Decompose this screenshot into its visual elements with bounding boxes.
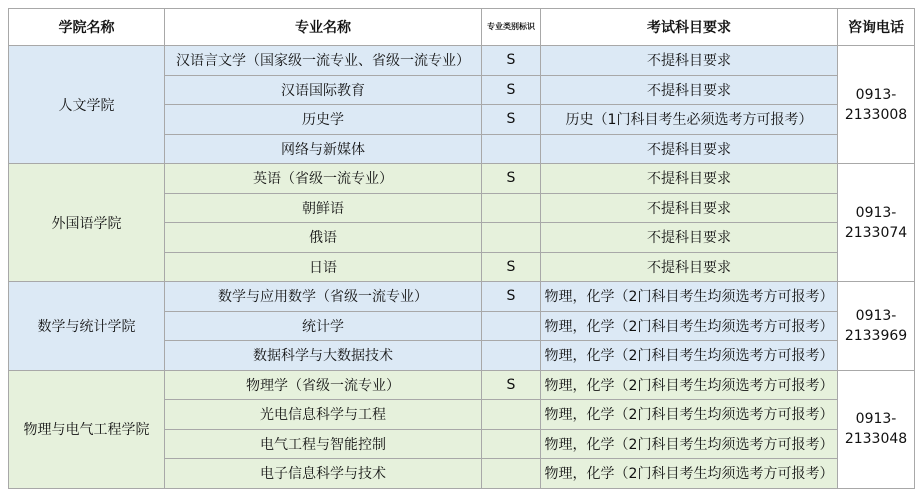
header-category: 专业类别标识: [482, 9, 541, 46]
category-cell: S: [482, 75, 541, 105]
exam-requirement-cell: 不提科目要求: [541, 134, 838, 164]
major-name-cell: 数学与应用数学（省级一流专业）: [165, 282, 482, 312]
major-name-cell: 朝鲜语: [165, 193, 482, 223]
header-row: [9, 9, 915, 46]
major-name-cell: 俄语: [165, 223, 482, 253]
major-name-cell: 英语（省级一流专业）: [165, 164, 482, 194]
exam-requirement-cell: 物理，化学（2门科目考生均须选考方可报考）: [541, 282, 838, 312]
exam-requirement-cell: 不提科目要求: [541, 75, 838, 105]
admission-table-container: [8, 8, 915, 489]
category-cell: [482, 311, 541, 341]
exam-requirement-cell: 物理，化学（2门科目考生均须选考方可报考）: [541, 311, 838, 341]
college-name-cell: 外国语学院: [9, 164, 165, 282]
exam-requirement-cell: 物理，化学（2门科目考生均须选考方可报考）: [541, 370, 838, 400]
exam-requirement-cell: 不提科目要求: [541, 223, 838, 253]
category-cell: S: [482, 164, 541, 194]
header-college: 学院名称: [9, 9, 165, 46]
major-name-cell: 统计学: [165, 311, 482, 341]
major-name-cell: 数据科学与大数据技术: [165, 341, 482, 371]
category-cell: [482, 429, 541, 459]
major-name-cell: 汉语国际教育: [165, 75, 482, 105]
category-cell: [482, 193, 541, 223]
exam-requirement-cell: 物理，化学（2门科目考生均须选考方可报考）: [541, 400, 838, 430]
category-cell: S: [482, 252, 541, 282]
exam-requirement-cell: 物理，化学（2门科目考生均须选考方可报考）: [541, 459, 838, 489]
table-row: [9, 282, 915, 312]
exam-requirement-cell: 不提科目要求: [541, 46, 838, 76]
phone-cell: 0913-2133074: [838, 164, 915, 282]
table-row: [9, 164, 915, 194]
category-cell: S: [482, 46, 541, 76]
category-cell: [482, 459, 541, 489]
major-name-cell: 物理学（省级一流专业）: [165, 370, 482, 400]
category-cell: S: [482, 282, 541, 312]
major-name-cell: 电子信息科学与技术: [165, 459, 482, 489]
exam-requirement-cell: 物理，化学（2门科目考生均须选考方可报考）: [541, 429, 838, 459]
category-cell: [482, 134, 541, 164]
major-name-cell: 网络与新媒体: [165, 134, 482, 164]
table-row: [9, 370, 915, 400]
table-body: [9, 46, 915, 489]
category-cell: S: [482, 370, 541, 400]
college-name-cell: 数学与统计学院: [9, 282, 165, 371]
category-cell: [482, 341, 541, 371]
college-name-cell: 人文学院: [9, 46, 165, 164]
college-name-cell: 物理与电气工程学院: [9, 370, 165, 488]
header-major: 专业名称: [165, 9, 482, 46]
major-name-cell: 汉语言文学（国家级一流专业、省级一流专业）: [165, 46, 482, 76]
admission-table: [8, 8, 915, 489]
category-cell: S: [482, 105, 541, 135]
exam-requirement-cell: 不提科目要求: [541, 164, 838, 194]
exam-requirement-cell: 不提科目要求: [541, 193, 838, 223]
category-cell: [482, 400, 541, 430]
major-name-cell: 光电信息科学与工程: [165, 400, 482, 430]
category-cell: [482, 223, 541, 253]
phone-cell: 0913-2133008: [838, 46, 915, 164]
phone-cell: 0913-2133048: [838, 370, 915, 488]
exam-requirement-cell: 物理，化学（2门科目考生均须选考方可报考）: [541, 341, 838, 371]
major-name-cell: 历史学: [165, 105, 482, 135]
major-name-cell: 日语: [165, 252, 482, 282]
major-name-cell: 电气工程与智能控制: [165, 429, 482, 459]
table-row: [9, 46, 915, 76]
header-exam: 考试科目要求: [541, 9, 838, 46]
exam-requirement-cell: 不提科目要求: [541, 252, 838, 282]
exam-requirement-cell: 历史（1门科目考生必须选考方可报考）: [541, 105, 838, 135]
header-phone: 咨询电话: [838, 9, 915, 46]
phone-cell: 0913-2133969: [838, 282, 915, 371]
